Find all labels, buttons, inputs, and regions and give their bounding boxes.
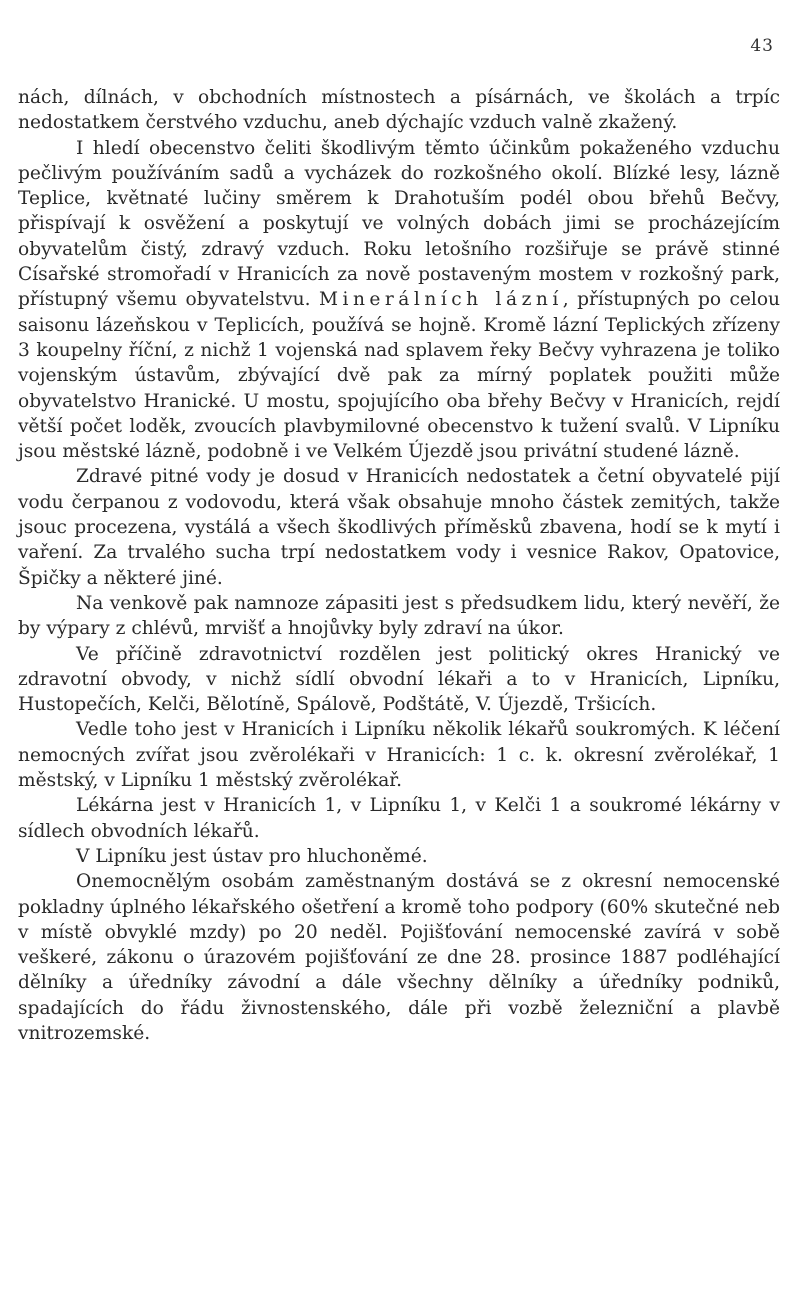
paragraph-countryside: Na venkově pak namnoze zápasiti jest s předsudkem lidu, který nevěří, že by výpary z chlévů, mrvišť a hnojůvky byly zdraví na úkor. <box>18 592 780 640</box>
paragraph-fresh-air-text: I hledí obecenstvo čeliti škodlivým těmto účinkům pokaženého vzduchu pečlivým používáním sadů a vycházek do rozkošného okolí. Blízké lesy, lázně Teplice, květnaté lučiny směrem k Drahotuším podél obou břehů Bečvy, přispívají k osvěžení a poskytují ve volných dobách jimi se procházejícím obyvatelům čistý, zdravý vzduch. Roku letošního rozšiřuje se právě stinné Císařské stromořadí v Hranicích za nově postaveným mostem v rozkošný park, přístupný všemu obyvatelstvu. <box>18 137 780 311</box>
paragraph-baths-text: , přístupných po celou saisonu lázeňskou v Teplicích, používá se hojně. Kromě lázní Teplických zřízeny 3 koupelny říční, z nichž 1 vojenská nad splavem řeky Bečvy vyhrazena je toliko vojenským ústavům, zbývající dvě pak za mírný poplatek použiti může obyvatelstvo Hranické. U mostu, spojujícího oba břehy Bečvy v Hranicích, rejdí větší počet loděk, zvoucích plavbymilovné obecenstvo k tužení svalů. V Lipníku jsou městské lázně, podobně i ve Velkém Újezdě jsou privátní studené lázně. <box>18 289 780 463</box>
paragraph-doctors: Vedle toho jest v Hranicích i Lipníku několik lékařů soukromých. K léčení nemocných zvířat jsou zvěrolékaři v Hranicích: 1 c. k. okresní zvěrolékař, 1 městský, v Lipníku 1 městský zvěrolékař. <box>18 719 780 792</box>
paragraph-pharmacies: Lékárna jest v Hranicích 1, v Lipníku 1, v Kelči 1 a soukromé lékárny v sídlech obvodních lékařů. <box>18 795 780 842</box>
paragraph-health-districts: Ve příčině zdravotnictví rozdělen jest politický okres Hranický ve zdravotní obvody, v nichž sídlí obvodní lékaři a to v Hranicích, Lipníku, Hustopečích, Kelči, Bělotíně, Spálově, Podštátě, V. Újezdě, Tršicích. <box>18 643 780 716</box>
body-text <box>18 85 780 1046</box>
page-number: 43 <box>750 36 774 56</box>
spaced-emphasis: Minerálních lázní <box>318 289 563 311</box>
paragraph-drinking-water: Zdravé pitné vody je dosud v Hranicích nedostatek a četní obyvatelé pijí vodu čerpanou z vodovodu, která však obsahuje mnoho částek zemitých, takže jsouc procezena, vystálá a všech škodlivých příměsků zbavena, hodí se k mytí i vaření. Za trvalého sucha trpí nedostatkem vody i vesnice Rakov, Opatovice, Špičky a některé jiné. <box>18 466 780 589</box>
paragraph-insurance: Onemocnělým osobám zaměstnaným dostává se z okresní nemocenské pokladny úplného lékařského ošetření a kromě toho podpory (60% skutečné neb v místě obvyklé mzdy) po 20 neděl. Pojišťování nemocenské zavírá v sobě veškeré, zákonu o úrazovém pojišťování ze dne 28. prosince 1887 podléhající dělníky a úředníky závodní a dále všechny dělníky a úředníky podniků, spadajících do řádu živnostenského, dále při vozbě železniční a plavbě vnitrozemské. <box>18 871 780 1044</box>
paragraph-continuation: nách, dílnách, v obchodních místnostech a písárnách, ve školách a trpíc nedostatkem čerstvého vzduchu, aneb dýchajíc vzduch valně zkažený. <box>18 87 780 134</box>
paragraph-deaf-institute: V Lipníku jest ústav pro hluchoněmé. <box>76 845 428 867</box>
paragraph-fresh-air <box>18 136 780 465</box>
